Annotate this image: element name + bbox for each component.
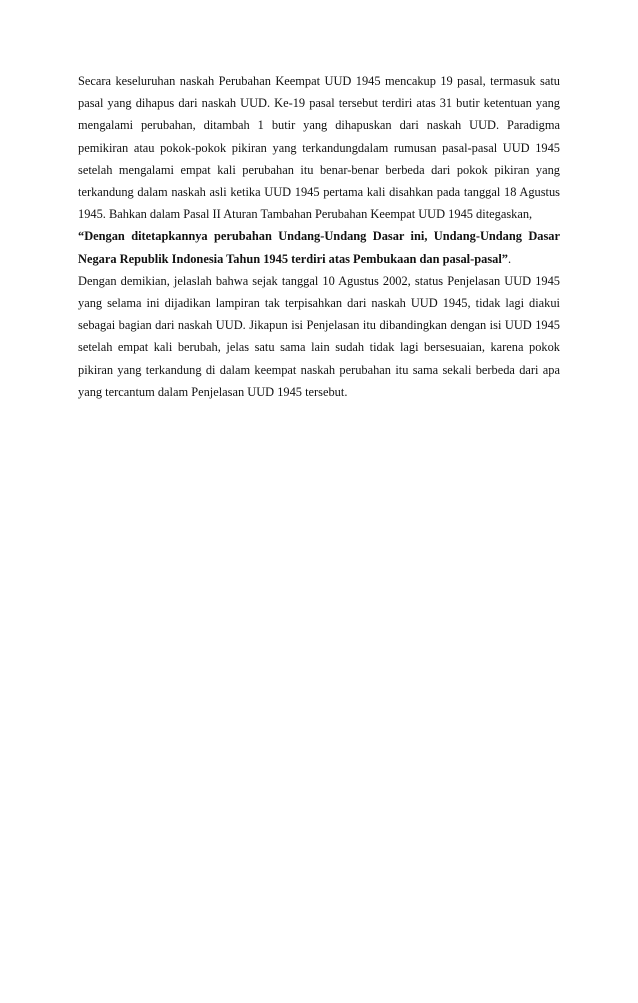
quote-period: . [508, 251, 512, 266]
paragraph-closing: Dengan demikian, jelaslah bahwa sejak tanggal 10 Agustus 2002, status Penjelasan UUD 1945 yang selama ini dijadikan lampiran tak terpisahkan dari naskah UUD 1945, tidak lagi diakui sebagai bagian dari naskah UUD. Jikapun isi Penjelasan itu dibandingkan dengan isi UUD 1945 setelah empat kali berubah, jelas satu sama lain sudah tidak lagi bersesuaian, karena pokok pikiran yang terkandung di dalam keempat naskah perubahan itu sama sekali berbeda dari apa yang tercantum dalam Penjelasan UUD 1945 tersebut. [78, 273, 560, 399]
bold-quote: “Dengan ditetapkannya perubahan Undang-Undang Dasar ini, Undang-Undang Dasar Negara Republik Indonesia Tahun 1945 terdiri atas Pembukaan dan pasal-pasal” [78, 229, 560, 266]
document-body [78, 70, 560, 403]
quote-paragraph [78, 225, 560, 269]
paragraph-intro: Secara keseluruhan naskah Perubahan Keempat UUD 1945 mencakup 19 pasal, termasuk satu pasal yang dihapus dari naskah UUD. Ke-19 pasal tersebut terdiri atas 31 butir ketentuan yang mengalami perubahan, ditambah 1 butir yang dihapuskan dari naskah UUD. Paradigma pemikiran atau pokok-pokok pikiran yang terkandungdalam rumusan pasal-pasal UUD 1945 setelah mengalami empat kali perubahan itu benar-benar berbeda dari pokok pikiran yang terkandung dalam naskah asli ketika UUD 1945 pertama kali disahkan pada tanggal 18 Agustus 1945. Bahkan dalam Pasal II Aturan Tambahan Perubahan Keempat UUD 1945 ditegaskan, [78, 74, 560, 222]
